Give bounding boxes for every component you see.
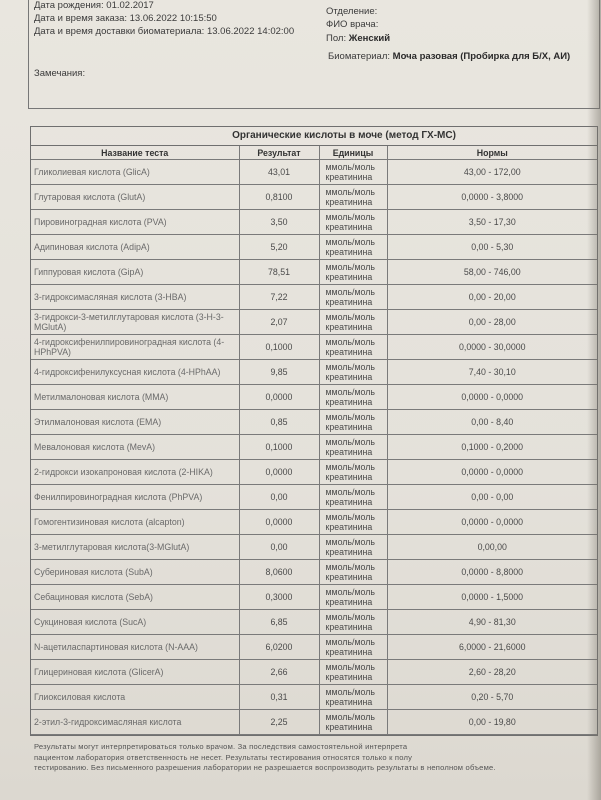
norm-cell: 7,40 - 30,10 xyxy=(387,360,597,385)
result-cell: 0,1000 xyxy=(239,335,319,360)
norm-cell: 0,0000 - 30,0000 xyxy=(387,335,597,360)
unit-cell: ммоль/моль креатинина xyxy=(319,310,387,335)
result-cell: 0,0000 xyxy=(239,385,319,410)
unit-cell: ммоль/моль креатинина xyxy=(319,535,387,560)
delivery-datetime: Дата и время доставки биоматериала: 13.06.2022 14:02:00 xyxy=(34,26,295,37)
department-label: Отделение: xyxy=(326,6,378,17)
norm-cell: 2,60 - 28,20 xyxy=(387,660,597,685)
disclaimer-line: пациентом лаборатория ответственность не несет. Результаты тестирования относятся только к полу xyxy=(34,752,413,762)
table-row xyxy=(31,610,597,635)
table-row xyxy=(31,360,597,385)
unit-cell: ммоль/моль креатинина xyxy=(319,610,387,635)
result-cell: 7,22 xyxy=(239,285,319,310)
result-cell: 5,20 xyxy=(239,235,319,260)
unit-cell: ммоль/моль креатинина xyxy=(319,285,387,310)
unit-cell: ммоль/моль креатинина xyxy=(319,335,387,360)
result-cell: 2,07 xyxy=(239,310,319,335)
table-row xyxy=(31,285,597,310)
test-name-cell: Этилмалоновая кислота (EMA) xyxy=(31,410,239,435)
norm-cell: 6,0000 - 21,6000 xyxy=(387,635,597,660)
table-row xyxy=(31,235,597,260)
table-row xyxy=(31,635,597,660)
result-cell: 6,85 xyxy=(239,610,319,635)
table-row xyxy=(31,410,597,435)
table-row xyxy=(31,210,597,235)
norm-cell: 0,0000 - 3,8000 xyxy=(387,185,597,210)
table-row xyxy=(31,260,597,285)
table-row xyxy=(31,660,597,685)
test-name-cell: Себациновая кислота (SebA) xyxy=(31,585,239,610)
table-row xyxy=(31,310,597,335)
unit-cell: ммоль/моль креатинина xyxy=(319,410,387,435)
test-name-cell: 4-гидроксифенилуксусная кислота (4-HPhAA) xyxy=(31,360,239,385)
table-row xyxy=(31,185,597,210)
col-header-unit: Единицы xyxy=(319,146,387,160)
birth-date: Дата рождения: 01.02.2017 xyxy=(34,0,154,11)
table-row xyxy=(31,335,597,360)
test-name-cell: Мевалоновая кислота (MevA) xyxy=(31,435,239,460)
col-header-name: Название теста xyxy=(31,146,239,160)
unit-cell: ммоль/моль креатинина xyxy=(319,235,387,260)
test-name-cell: Глутаровая кислота (GlutA) xyxy=(31,185,239,210)
unit-cell: ммоль/моль креатинина xyxy=(319,185,387,210)
page-edge-shadow xyxy=(587,0,601,800)
table-title: Органические кислоты в моче (метод ГХ-МС) xyxy=(31,127,597,146)
norm-cell: 0,0000 - 0,0000 xyxy=(387,460,597,485)
table-row xyxy=(31,585,597,610)
col-header-norm: Нормы xyxy=(387,146,597,160)
test-name-cell: 3-гидрокси-3-метилглутаровая кислота (3-Н-3-MGlutA) xyxy=(31,310,239,335)
table-body xyxy=(31,160,597,735)
order-datetime: Дата и время заказа: 13.06.2022 10:15:50 xyxy=(34,13,217,24)
test-name-cell: Фенилпировиноградная кислота (PhPVA) xyxy=(31,485,239,510)
norm-cell: 0,00 - 0,00 xyxy=(387,485,597,510)
result-cell: 0,00 xyxy=(239,485,319,510)
result-cell: 8,0600 xyxy=(239,560,319,585)
unit-cell: ммоль/моль креатинина xyxy=(319,660,387,685)
unit-cell: ммоль/моль креатинина xyxy=(319,385,387,410)
result-cell: 0,31 xyxy=(239,685,319,710)
result-cell: 0,1000 xyxy=(239,435,319,460)
test-name-cell: Субериновая кислота (SubA) xyxy=(31,560,239,585)
norm-cell: 43,00 - 172,00 xyxy=(387,160,597,185)
unit-cell: ммоль/моль креатинина xyxy=(319,460,387,485)
test-name-cell: 2-этил-3-гидроксимасляная кислота xyxy=(31,710,239,735)
test-name-cell: Глиоксиловая кислота xyxy=(31,685,239,710)
disclaimer-line: тестированию. Без письменного разрешения лаборатории не разрешается воспроизводить результаты в неполном объеме. xyxy=(34,763,496,772)
result-cell: 78,51 xyxy=(239,260,319,285)
norm-cell: 0,20 - 5,70 xyxy=(387,685,597,710)
result-cell: 0,0000 xyxy=(239,460,319,485)
test-name-cell: Адипиновая кислота (AdipA) xyxy=(31,235,239,260)
table-row xyxy=(31,460,597,485)
test-name-cell: Глицериновая кислота (GlicerA) xyxy=(31,660,239,685)
sex-field xyxy=(326,33,390,44)
unit-cell: ммоль/моль креатинина xyxy=(319,260,387,285)
test-name-cell: 3-гидроксимасляная кислота (3-HBA) xyxy=(31,285,239,310)
unit-cell: ммоль/моль креатинина xyxy=(319,360,387,385)
norm-cell: 0,0000 - 8,8000 xyxy=(387,560,597,585)
test-name-cell: 4-гидроксифенилпировиноградная кислота (4-HPhPVA) xyxy=(31,335,239,360)
disclaimer xyxy=(34,742,584,774)
test-name-cell: N-ацетиласпартиновая кислота (N-AAA) xyxy=(31,635,239,660)
biomaterial-label: Биоматериал: xyxy=(328,51,391,62)
table-row xyxy=(31,485,597,510)
unit-cell: ммоль/моль креатинина xyxy=(319,510,387,535)
table-row xyxy=(31,385,597,410)
unit-cell: ммоль/моль креатинина xyxy=(319,210,387,235)
table-row xyxy=(31,685,597,710)
test-name-cell: 3-метилглутаровая кислота(3-MGlutA) xyxy=(31,535,239,560)
unit-cell: ммоль/моль креатинина xyxy=(319,485,387,510)
table-row xyxy=(31,510,597,535)
result-cell: 2,25 xyxy=(239,710,319,735)
table-row xyxy=(31,710,597,735)
norm-cell: 0,00 - 5,30 xyxy=(387,235,597,260)
norm-cell: 0,0000 - 1,5000 xyxy=(387,585,597,610)
result-cell: 0,3000 xyxy=(239,585,319,610)
norm-cell: 3,50 - 17,30 xyxy=(387,210,597,235)
biomaterial-value: Моча разовая (Пробирка для Б/Х, АИ) xyxy=(392,51,571,62)
results-table-container xyxy=(30,126,598,736)
unit-cell: ммоль/моль креатинина xyxy=(319,585,387,610)
biomaterial-field xyxy=(328,51,570,62)
norm-cell: 0,00 - 19,80 xyxy=(387,710,597,735)
test-name-cell: Пировиноградная кислота (PVA) xyxy=(31,210,239,235)
norm-cell: 0,1000 - 0,2000 xyxy=(387,435,597,460)
sex-label: Пол: xyxy=(326,33,347,44)
unit-cell: ммоль/моль креатинина xyxy=(319,635,387,660)
result-cell: 6,0200 xyxy=(239,635,319,660)
unit-cell: ммоль/моль креатинина xyxy=(319,160,387,185)
table-row xyxy=(31,560,597,585)
norm-cell: 0,00 - 8,40 xyxy=(387,410,597,435)
unit-cell: ммоль/моль креатинина xyxy=(319,435,387,460)
unit-cell: ммоль/моль креатинина xyxy=(319,560,387,585)
result-cell: 0,0000 xyxy=(239,510,319,535)
test-name-cell: 2-гидрокси изокапроновая кислота (2-HIKA) xyxy=(31,460,239,485)
norm-cell: 0,00 - 20,00 xyxy=(387,285,597,310)
disclaimer-line: Результаты могут интерпретироваться только врачом. За последствия самостоятельной интерпрета xyxy=(34,742,408,751)
unit-cell: ммоль/моль креатинина xyxy=(319,710,387,735)
test-name-cell: Метилмалоновая кислота (MMA) xyxy=(31,385,239,410)
table-row xyxy=(31,160,597,185)
table-header-row xyxy=(31,146,597,160)
norm-cell: 0,0000 - 0,0000 xyxy=(387,510,597,535)
result-cell: 0,8100 xyxy=(239,185,319,210)
col-header-result: Результат xyxy=(239,146,319,160)
result-cell: 2,66 xyxy=(239,660,319,685)
result-cell: 3,50 xyxy=(239,210,319,235)
unit-cell: ммоль/моль креатинина xyxy=(319,685,387,710)
sex-value: Женский xyxy=(348,33,391,44)
results-table xyxy=(31,146,597,735)
table-row xyxy=(31,435,597,460)
test-name-cell: Гликолиевая кислота (GlicA) xyxy=(31,160,239,185)
doctor-label: ФИО врача: xyxy=(326,19,379,30)
result-cell: 0,00 xyxy=(239,535,319,560)
result-cell: 0,85 xyxy=(239,410,319,435)
test-name-cell: Гиппуровая кислота (GipA) xyxy=(31,260,239,285)
remarks-label: Замечания: xyxy=(34,68,86,79)
norm-cell: 0,00 - 28,00 xyxy=(387,310,597,335)
norm-cell: 0,0000 - 0,0000 xyxy=(387,385,597,410)
result-cell: 9,85 xyxy=(239,360,319,385)
test-name-cell: Гомогентизиновая кислота (alcapton) xyxy=(31,510,239,535)
test-name-cell: Сукциновая кислота (SucA) xyxy=(31,610,239,635)
table-row xyxy=(31,535,597,560)
result-cell: 43,01 xyxy=(239,160,319,185)
norm-cell: 4,90 - 81,30 xyxy=(387,610,597,635)
norm-cell: 58,00 - 746,00 xyxy=(387,260,597,285)
norm-cell: 0,00,00 xyxy=(387,535,597,560)
